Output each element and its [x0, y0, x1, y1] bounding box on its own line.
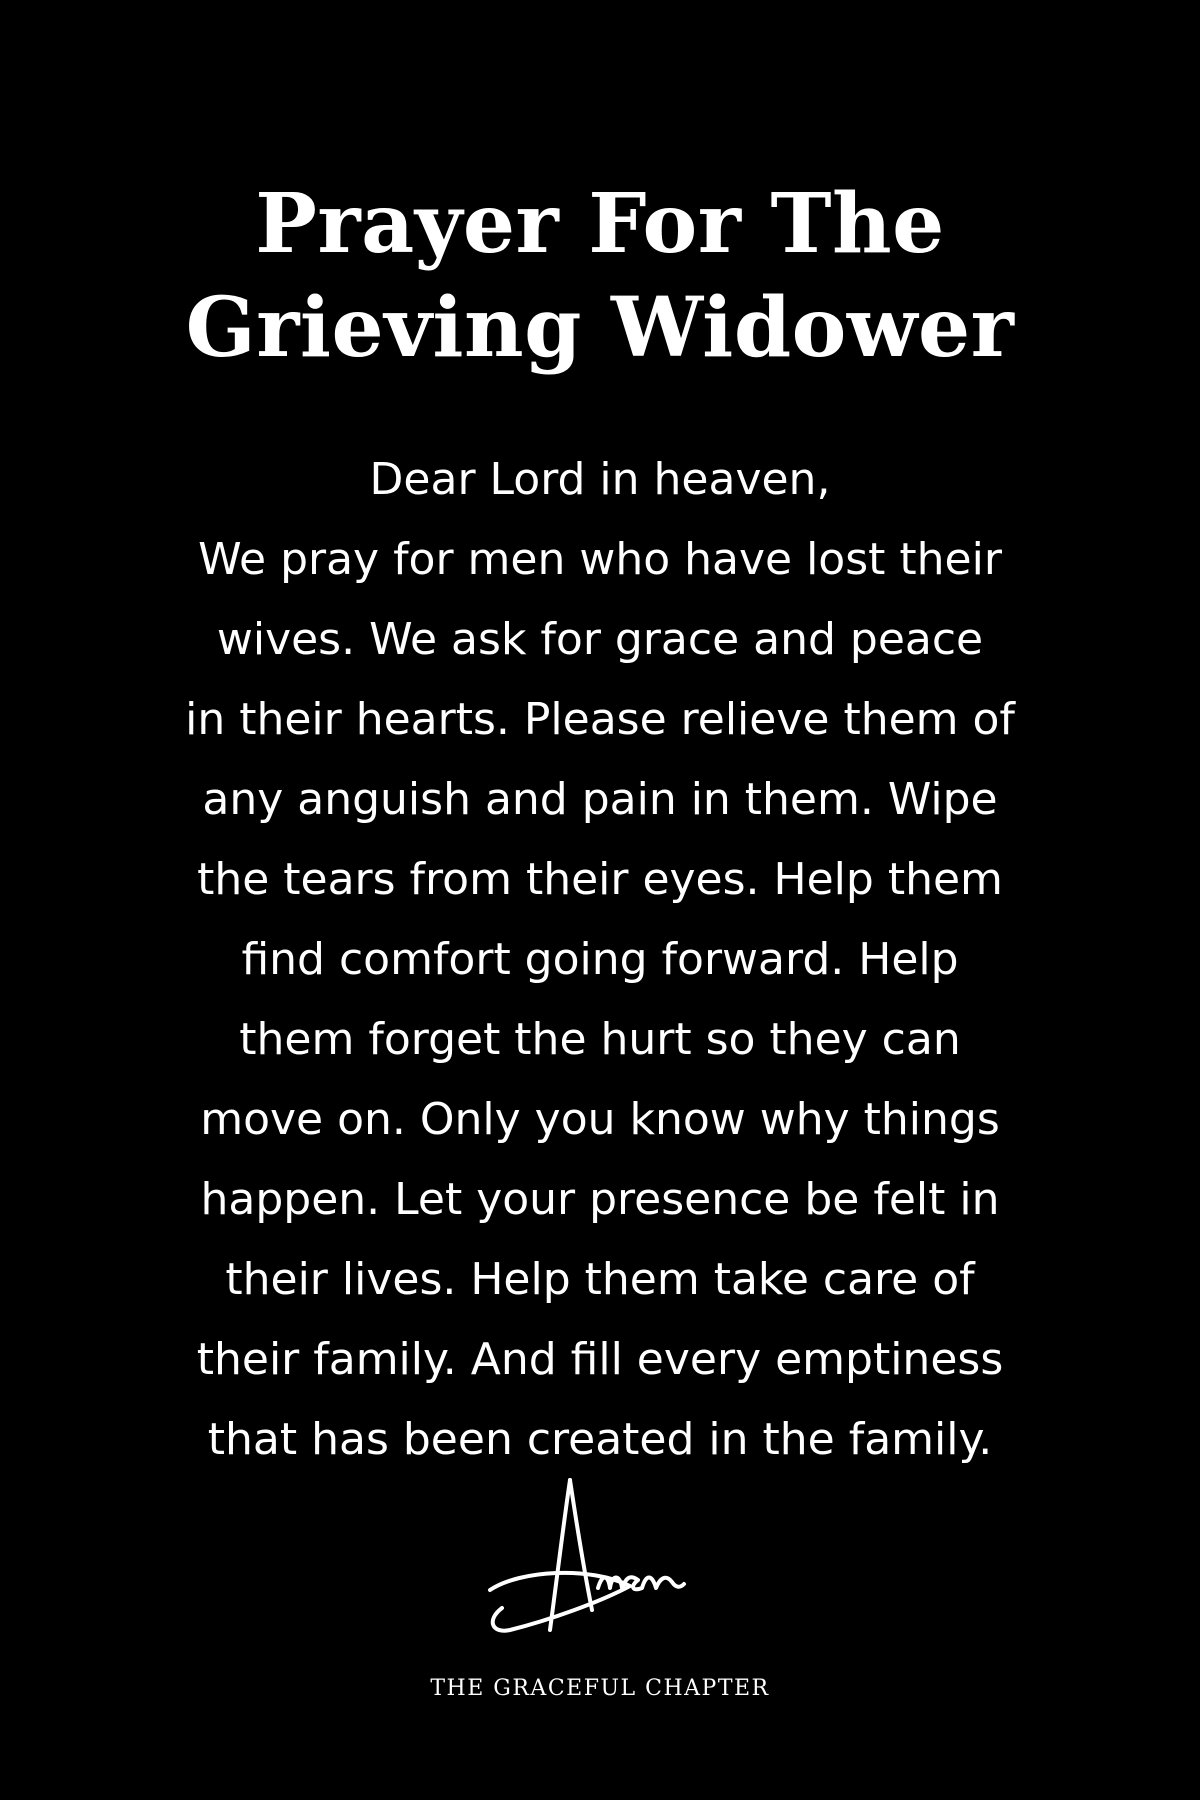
- title-line-2: Grieving Widower: [185, 280, 1015, 376]
- prayer-line: the tears from their eyes. Help them: [197, 854, 1003, 905]
- prayer-line: move on. Only you know why things: [200, 1094, 1000, 1145]
- prayer-line: find comfort going forward. Help: [241, 934, 959, 985]
- prayer-line: happen. Let your presence be felt in: [200, 1174, 1000, 1225]
- prayer-line: their family. And fill every emptiness: [196, 1334, 1004, 1385]
- prayer-body: [80, 520, 1120, 1480]
- prayer-line: in their hearts. Please relieve them of: [185, 694, 1015, 745]
- page-title: [60, 172, 1140, 380]
- brand-footer: THE GRACEFUL CHAPTER: [430, 1676, 770, 1701]
- prayer-line: We pray for men who have lost their: [198, 534, 1002, 585]
- prayer-line: that has been created in the family.: [207, 1414, 993, 1465]
- prayer-line: wives. We ask for grace and peace: [216, 614, 984, 665]
- prayer-line: any anguish and pain in them. Wipe: [202, 774, 998, 825]
- prayer-line: them forget the hurt so they can: [239, 1014, 961, 1065]
- title-line-1: Prayer For The: [255, 176, 945, 272]
- prayer-greeting: Dear Lord in heaven,: [369, 454, 831, 505]
- amen-signature-icon: [480, 1470, 720, 1650]
- amen-script-icon: [480, 1470, 720, 1650]
- prayer-line: their lives. Help them take care of: [225, 1254, 975, 1305]
